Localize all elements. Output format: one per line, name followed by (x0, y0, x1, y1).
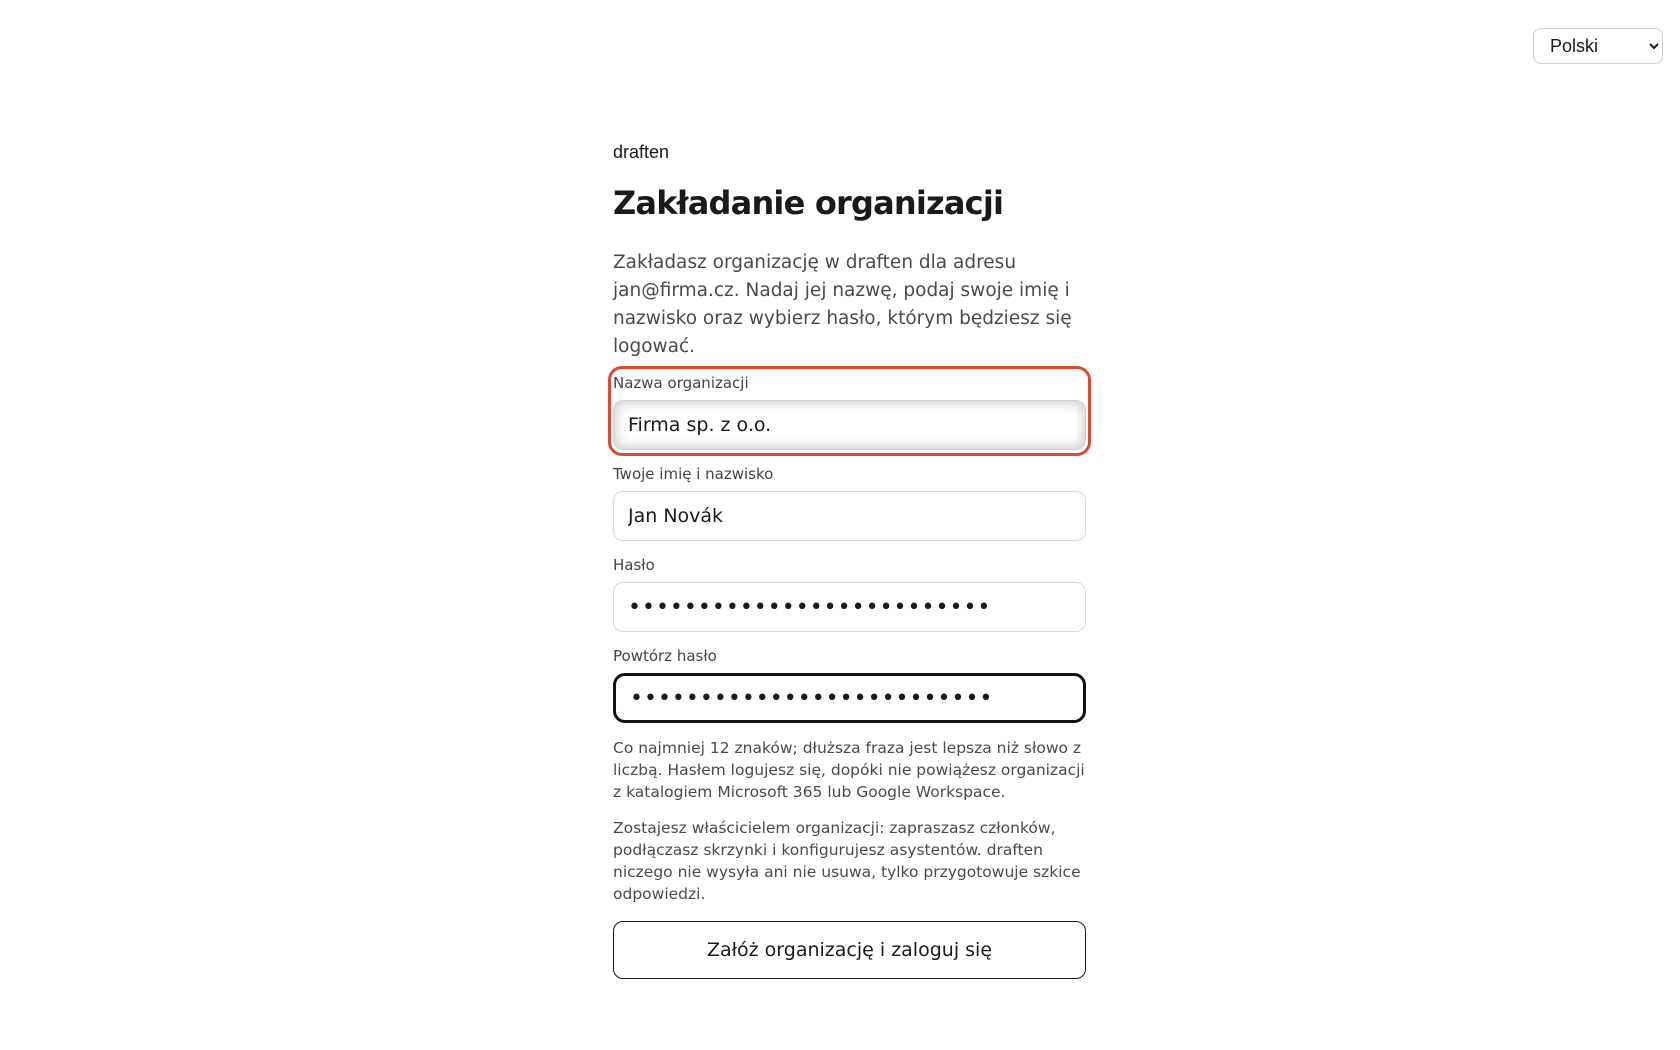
password-repeat-field (613, 646, 1086, 723)
language-select[interactable] (1533, 28, 1663, 64)
full-name-field (613, 464, 1086, 541)
org-name-label: Nazwa organizacji (613, 374, 749, 392)
password-repeat-input[interactable] (613, 673, 1086, 723)
intro-text: Zakładasz organizację w draften dla adresu jan@firma.cz. Nadaj jej nazwę, podaj swoje imię i nazwisko oraz wybierz hasło, którym będziesz się logować. (613, 252, 1072, 357)
page-title: Zakładanie organizacji (613, 184, 1004, 222)
brand-name: draften (613, 142, 670, 162)
org-name-field (613, 373, 1086, 450)
full-name-label: Twoje imię i nazwisko (613, 465, 774, 483)
signup-form (613, 140, 1086, 979)
full-name-input[interactable] (613, 491, 1086, 541)
org-name-input[interactable] (613, 400, 1086, 450)
password-label: Hasło (613, 556, 655, 574)
submit-button[interactable]: Załóż organizację i zaloguj się (613, 921, 1086, 979)
owner-note: Zostajesz właścicielem organizacji: zapraszasz członków, podłączasz skrzynki i konfigurujesz asystentów. draften niczego nie wysyła ani nie usuwa, tylko przygotowuje szkice odpowiedzi. (613, 819, 1081, 903)
password-repeat-label: Powtórz hasło (613, 647, 717, 665)
password-hint: Co najmniej 12 znaków; dłuższa fraza jest lepsza niż słowo z liczbą. Hasłem logujesz się, dopóki nie powiążesz organizacji z katalogiem Microsoft 365 lub Google Workspace. (613, 739, 1085, 801)
password-field (613, 555, 1086, 632)
password-input[interactable] (613, 582, 1086, 632)
